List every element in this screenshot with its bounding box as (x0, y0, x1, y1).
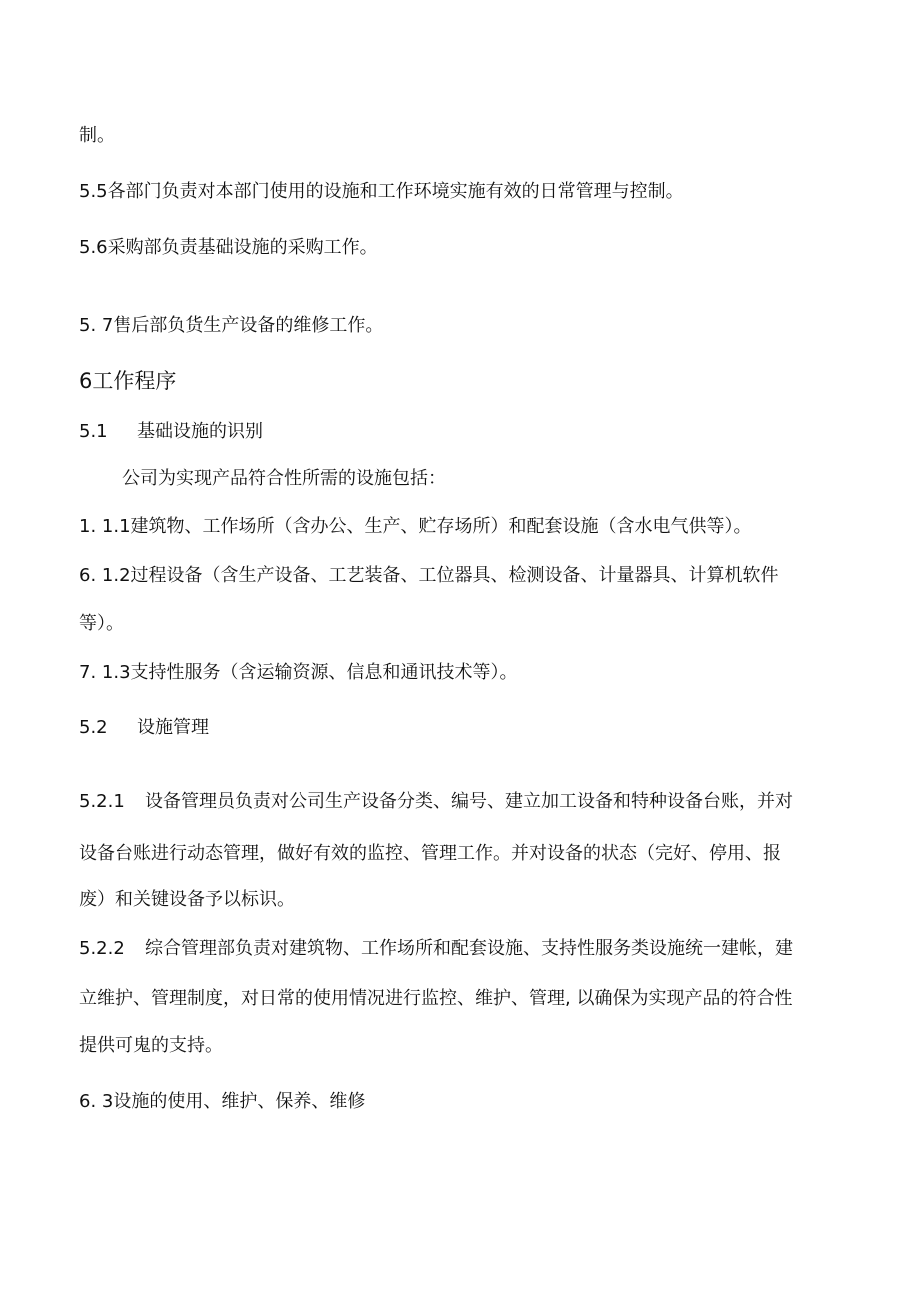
clause-5-2-1-cont: 废）和关键设备予以标识。 (79, 889, 295, 910)
intro-paragraph: 公司为实现产品符合性所需的设施包括： (122, 468, 446, 489)
list-item-1: 1. 1.1建筑物、工作场所（含办公、生产、贮存场所）和配套设施（含水电气供等）。 (79, 516, 752, 537)
list-item-2: 6. 1.2过程设备（含生产设备、工艺装备、工位器具、检测设备、计量器具、计算机软件 (79, 565, 779, 586)
clause-5-2-1-cont: 设备台账进行动态管理，做好有效的监控、管理工作。并对设备的状态（完好、停用、报 (79, 843, 781, 864)
clause-5-5: 5.5各部门负责对本部门使用的设施和工作环境实施有效的日常管理与控制。 (79, 181, 684, 202)
clause-title: 基础设施的识别 (137, 421, 263, 442)
text-line: 制。 (79, 125, 115, 146)
clause-text: 设备管理员负责对公司生产设备分类、编号、建立加工设备和特种设备台账，并对 (145, 791, 793, 812)
clause-6-3: 6. 3设施的使用、维护、保养、维修 (79, 1091, 366, 1112)
clause-5-2-2 (79, 937, 793, 961)
clause-5-2-2-cont: 提供可鬼的支持。 (79, 1035, 223, 1056)
clause-5-2 (79, 716, 209, 740)
clause-text: 综合管理部负责对建筑物、工作场所和配套设施、支持性服务类设施统一建帐，建 (145, 938, 793, 959)
clause-5-6: 5.6采购部负责基础设施的采购工作。 (79, 237, 378, 258)
clause-title: 设施管理 (137, 717, 209, 738)
clause-number: 5.2.1 (79, 791, 125, 812)
clause-5-1 (79, 420, 263, 444)
clause-number: 5.1 (79, 421, 108, 442)
clause-5-2-1 (79, 790, 793, 814)
clause-number: 5.2.2 (79, 938, 125, 959)
section-heading-6: 6工作程序 (79, 369, 177, 393)
clause-number: 5.2 (79, 717, 108, 738)
clause-5-2-2-cont: 立维护、管理制度，对日常的使用情况进行监控、维护、管理, 以确保为实现产品的符合性 (79, 988, 793, 1009)
list-item-2-cont: 等）。 (79, 613, 124, 634)
clause-5-7: 5. 7售后部负货生产设备的维修工作。 (79, 315, 384, 336)
list-item-3: 7. 1.3支持性服务（含运输资源、信息和通讯技术等）。 (79, 662, 518, 683)
